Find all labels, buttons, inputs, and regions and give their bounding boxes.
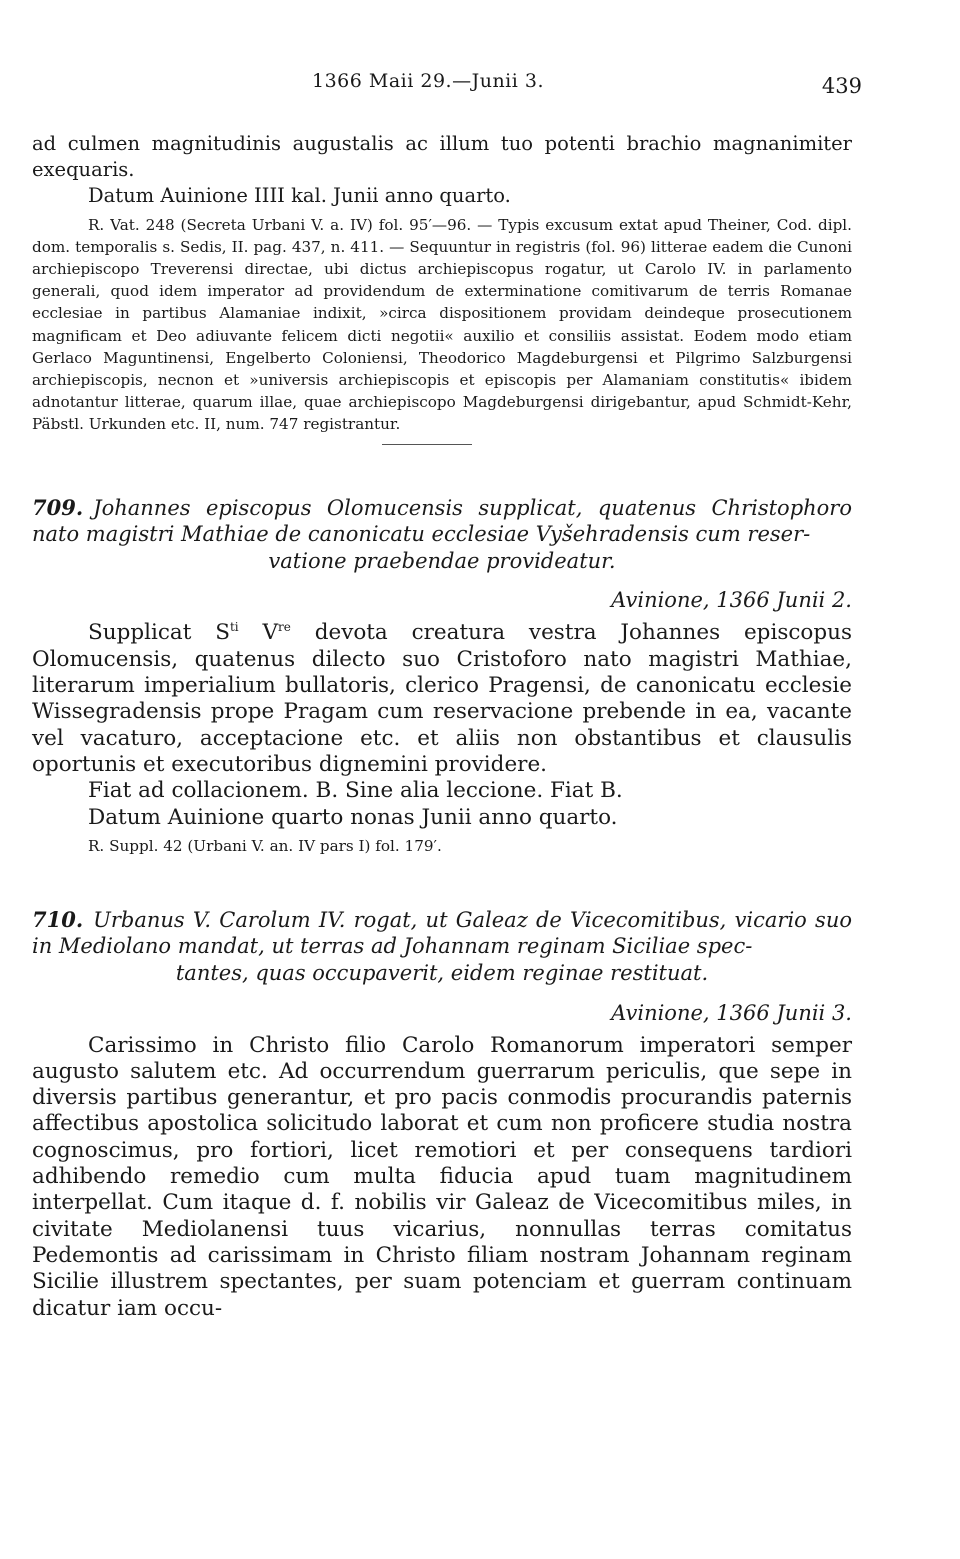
source-reference: R. Suppl. 42 (Urbani V. an. IV pars I) fol. 179′. — [88, 836, 442, 855]
datum-line: Datum Auinione IIII kal. Junii anno quarto. — [88, 184, 511, 208]
doc-summary: Johannes episcopus Olomucensis supplicat, quatenus Christophoro nato magistri Mathiae de canonicatu ecclesiae Vyšehradensis cum reser- — [32, 495, 852, 547]
doc-heading — [32, 907, 852, 987]
doc-summary-end: vatione praebendae provideatur. — [268, 548, 616, 573]
doc-body — [32, 620, 852, 830]
doc-body — [32, 1033, 852, 1322]
editorial-note: R. Vat. 248 (Secreta Urbani V. a. IV) fol. 95′—96. — Typis excusum extat apud Theiner, Cod. dipl. dom. temporalis s. Sedis, II. pag. 437, n. 411. — Sequuntur in registris (fol. 96) litterae eadem die Cunoni archiepiscopo Treverensi directae, ubi dictus archiepiscopus rogatur, ut Carolo IV. in parlamento generali, quod idem imperator ad providendum de exterminatione comitivarum de terris Romanae ecclesiae in partibus Alamaniae indixit, »circa dispositionem providam deindeque prosecutionem magnificam et Deo adiuvante felicem dicti negotii« auxilio et consiliis assistat. Eodem modo etiam Gerlaco Maguntinensi, Engelberto Coloniensi, Theodorico Magdeburgensi et Pilgrimo Salzburgensi archiepiscopis, necnon et »universis archiepiscopis et episcopis per Alamaniam constitutis« ibidem adnotantur litterae, quarum illae, quae archiepiscopo Magdeburgensi dirigebantur, apud Schmidt-Kehr, Päbstl. Urkunden etc. II, num. 747 registrantur. — [32, 215, 852, 434]
page-number: 439 — [821, 74, 862, 98]
datum-line: Datum Auinione quarto nonas Junii anno quarto. — [88, 804, 618, 830]
continued-letter — [32, 131, 852, 445]
doc-summary: Urbanus V. Carolum IV. rogat, ut Galeaz de Vicecomitibus, vicario suo in Mediolano mandat, ut terras ad Johannam reginam Siciliae spec- — [32, 907, 852, 959]
document-page — [32, 66, 862, 1322]
doc-date: Avinione, 1366 Junii 3. — [611, 1000, 852, 1025]
doc-date: Avinione, 1366 Junii 2. — [611, 588, 852, 613]
document-710 — [32, 907, 852, 1322]
document-709 — [32, 495, 852, 855]
section-divider — [382, 444, 472, 445]
doc-heading — [32, 495, 852, 575]
doc-summary-end: tantes, quas occupaverit, eidem reginae restituat. — [175, 960, 709, 985]
letter-text: Carissimo in Christo filio Carolo Romanorum imperatori semper augusto salutem etc. Ad occurrendum guerrarum periculis, que sepe in diversis partibus generantur, et pro pacis conmodis procurandis paternis affectibus apostolica solicitudo laborat et cum non proficere studia nostra cognoscimus, pro fortiori, licet remotiori et per consequens tardiori adhibendo remedio cum multa fiducia apud tuam magnitudinem interpellat. Cum itaque d. f. nobilis vir Galeaz de Vicecomitibus miles, in civitate Mediolanensi tuus vicarius, nonnullas terras comitatus Pedemontis ad carissimam in Christo filiam nostram Johannam reginam Sicilie illustrem spectantes, per suam potenciam et guerram continuam dicatur iam occu- — [32, 1032, 852, 1321]
continued-paragraph: ad culmen magnitudinis augustalis ac illum tuo potenti brachio magnanimiter exequaris. — [32, 132, 852, 182]
running-title: 1366 Maii 29.—Junii 3. — [312, 70, 544, 92]
supplication-text: Supplicat $S^{ti}$ Vre devota creatura vestra Johannes episcopus Olomucensis, quatenus dilecto suo Cristoforo nato magistri Mathiae, literarum imperialium bullatoris, clerico Pragensi, de canonicatu ecclesie Wissegradensis prope Pragam cum reservacione prebende in ea, vacante vel vacaturo, acceptacione etc. et aliis non obstantibus et clausulis oportunis et executoribus dignemini providere. — [32, 620, 852, 777]
doc-number: 709. — [32, 494, 84, 520]
fiat-line: Fiat ad collacionem. B. Sine alia leccione. Fiat B. — [88, 778, 623, 804]
running-head — [32, 66, 862, 102]
doc-number: 710. — [32, 906, 84, 932]
